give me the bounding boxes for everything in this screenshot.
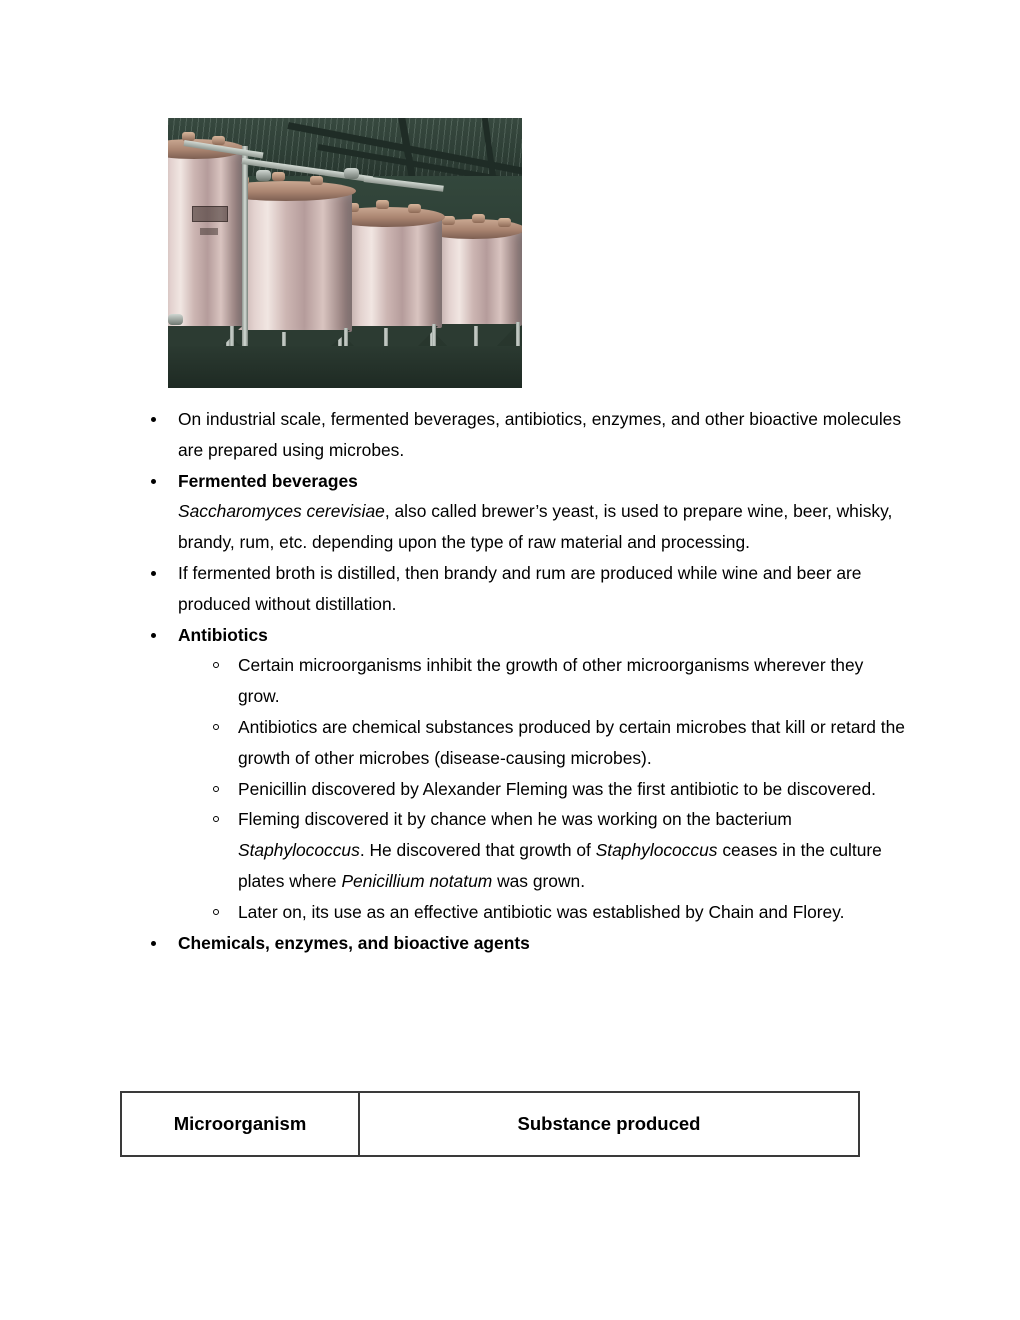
species-name-saccharomyces: Saccharomyces cerevisiae xyxy=(178,501,385,522)
tank-fitting xyxy=(376,200,389,209)
bullet-fermented-beverages xyxy=(0,466,1020,558)
tank-fitting xyxy=(310,176,323,185)
tank-label-plate xyxy=(200,228,218,235)
tank-fitting xyxy=(272,172,285,181)
bullet-text: If fermented broth is distilled, then brandy and rum are produced while wine and beer are produced without distillation. xyxy=(178,562,862,614)
bullet-heading: Fermented beverages xyxy=(178,470,358,491)
segment-text: was grown. xyxy=(492,870,586,891)
sub-bullet-penicillin-first xyxy=(178,774,905,805)
tank-fitting xyxy=(408,204,421,213)
species-name: Staphylococcus xyxy=(595,840,718,861)
sub-bullet-text: Certain microorganisms inhibit the growth of other microorganisms wherever they grow. xyxy=(238,655,864,707)
species-name: Staphylococcus xyxy=(238,840,360,861)
fermentation-tanks-photo xyxy=(168,118,522,388)
bullet-antibiotics xyxy=(0,620,1020,928)
bullet-chemicals-enzymes xyxy=(0,928,1020,959)
bullet-industrial-scale xyxy=(0,404,1020,466)
vertical-pipe xyxy=(242,146,248,346)
document-body xyxy=(0,404,1020,958)
sub-bullet-chain-florey xyxy=(178,897,905,928)
tank-fitting xyxy=(212,136,225,145)
antibiotics-sub-list xyxy=(178,650,905,927)
segment-text: ceases in the culture plates where xyxy=(238,840,882,891)
pipe-valve xyxy=(256,170,271,181)
sub-bullet-text: Later on, its use as an effective antibiotic was established by Chain and Florey. xyxy=(238,901,845,922)
table-header-microorganism: Microorganism xyxy=(122,1093,360,1155)
sub-bullet-fleming-discovery xyxy=(178,804,905,896)
photo-canvas xyxy=(168,118,522,388)
main-bullet-list xyxy=(0,404,1020,958)
species-name: Penicillium notatum xyxy=(341,870,493,891)
sub-bullet-text: Antibiotics are chemical substances produced by certain microbes that kill or retard the growth of other microbes (disease-causing microbes). xyxy=(238,716,905,768)
floor xyxy=(168,346,522,388)
table-header-substance-produced: Substance produced xyxy=(517,1113,701,1134)
bullet-heading: Chemicals, enzymes, and bioactive agents xyxy=(178,932,530,953)
antibiotics-sublist-wrapper xyxy=(178,650,905,927)
bullet-heading: Antibiotics xyxy=(178,624,268,645)
sub-bullet-text: Penicillin discovered by Alexander Fleming was the first antibiotic to be discovered. xyxy=(238,778,876,799)
tank-fitting xyxy=(498,218,511,227)
sub-bullet-definition xyxy=(178,712,905,774)
pipe-valve xyxy=(344,168,359,179)
sub-bullet-text xyxy=(238,809,882,891)
bullet-text: On industrial scale, fermented beverages, antibiotics, enzymes, and other bioactive molecules are prepared using microbes. xyxy=(178,409,902,460)
fermentation-tank xyxy=(168,148,242,328)
sub-bullet-inhibit-growth xyxy=(178,650,905,712)
tank-label-plate xyxy=(192,206,228,222)
bullet-distillation xyxy=(0,558,1020,620)
tank-fitting xyxy=(472,214,485,223)
substances-table xyxy=(120,1091,860,1157)
segment-text: . He discovered that growth of xyxy=(359,840,596,861)
segment-text: Fleming discovered it by chance when he was working on the bacterium xyxy=(238,809,792,830)
bullet-text: , also called brewer’s yeast, is used to prepare wine, beer, whisky, brandy, rum, etc. depending upon the type of raw material and processing. xyxy=(178,501,893,553)
tank-valve xyxy=(168,314,183,325)
